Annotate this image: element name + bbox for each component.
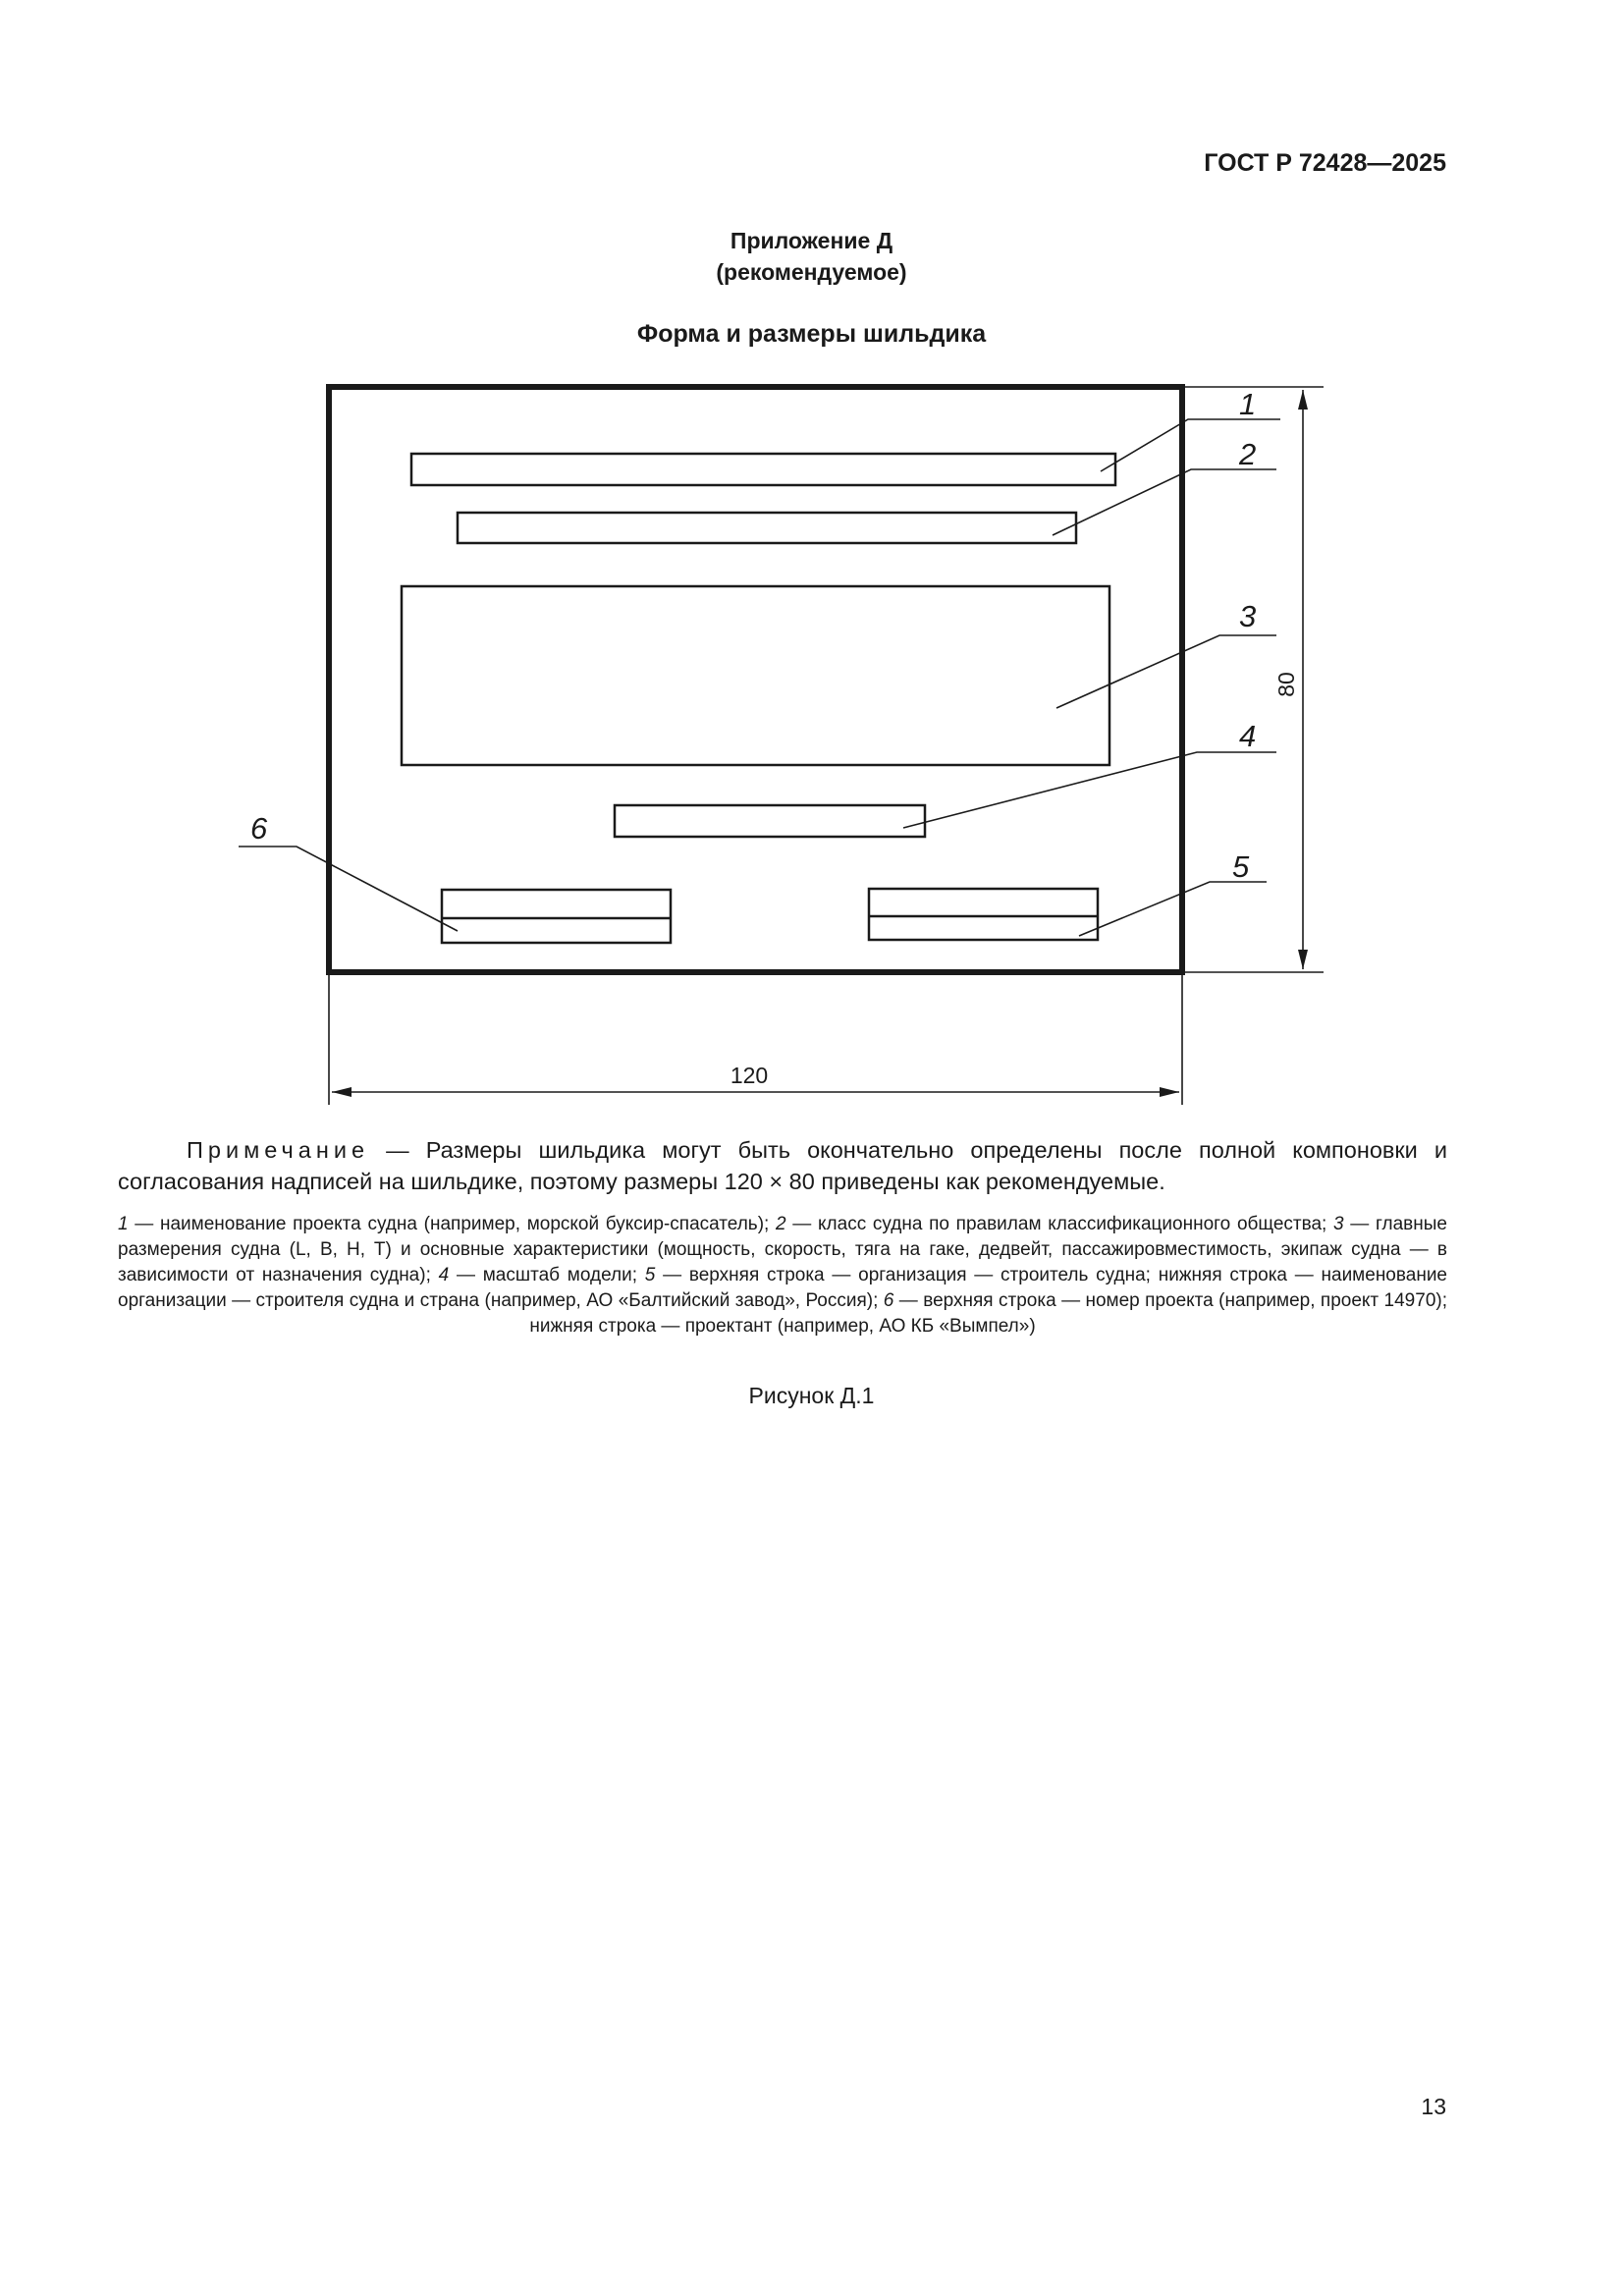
callout-3: 3 bbox=[1239, 599, 1257, 633]
figure-note bbox=[118, 1134, 1447, 1197]
field-5-builder bbox=[869, 889, 1098, 940]
leader-4 bbox=[903, 752, 1276, 828]
legend-text-2: — класс судна по правилам классификационного общества; bbox=[785, 1214, 1334, 1234]
leader-3 bbox=[1056, 635, 1276, 708]
legend-num-2: 2 bbox=[776, 1214, 786, 1234]
legend-num-1: 1 bbox=[118, 1214, 129, 1234]
legend-num-6: 6 bbox=[883, 1290, 894, 1311]
legend-text-1: — наименование проекта судна (например, морской буксир-спасатель); bbox=[128, 1214, 777, 1234]
note-text: — Размеры шильдика могут быть окончательно определены после полной компоновки и согласования надписей на шильдике, поэтому размеры 120 × 80 приведены как рекомендуемые. bbox=[118, 1137, 1447, 1194]
figure-legend bbox=[118, 1212, 1447, 1339]
legend-text-6: — верхняя строка — номер проекта (например, проект 14970); нижняя строка — проектант (например, АО КБ «Вымпел») bbox=[529, 1290, 1447, 1337]
document-standard-number: ГОСТ Р 72428—2025 bbox=[1204, 149, 1446, 177]
dimension-height: 80 bbox=[1273, 672, 1299, 697]
callout-5: 5 bbox=[1232, 849, 1250, 884]
callout-2: 2 bbox=[1239, 437, 1257, 471]
field-4-model-scale bbox=[615, 805, 925, 837]
legend-num-4: 4 bbox=[438, 1265, 450, 1285]
annex-title: Приложение Д bbox=[730, 228, 893, 253]
field-1-project-name bbox=[411, 454, 1115, 485]
legend-text-5: — верхняя строка — организация — строитель судна; нижняя строка — наименование организации — строителя судна и страна (например, АО «Балтийский завод», Россия); bbox=[118, 1265, 1447, 1311]
note-label: Примечание bbox=[187, 1137, 370, 1163]
nameplate-outline bbox=[329, 387, 1182, 972]
field-6-project-designer bbox=[442, 890, 671, 943]
legend-num-3: 3 bbox=[1333, 1214, 1344, 1234]
leader-5 bbox=[1079, 882, 1267, 936]
legend-text-3: — главные размерения судна (L, B, H, T) и основные характеристики (мощность, скорость, тяга на гаке, дедвейт, пассажировместимость, экипаж судна — в зависимости от назначения судна); bbox=[118, 1214, 1447, 1285]
field-2-ship-class bbox=[458, 513, 1076, 543]
annex-heading: Форма и размеры шильдика bbox=[636, 320, 987, 348]
annex-status: (рекомендуемое) bbox=[716, 259, 907, 285]
nameplate-drawing bbox=[0, 0, 1623, 1120]
field-3-dimensions bbox=[402, 586, 1109, 765]
callout-6: 6 bbox=[250, 811, 268, 846]
dimension-width: 120 bbox=[730, 1063, 769, 1088]
figure-caption: Рисунок Д.1 bbox=[748, 1383, 875, 1408]
leader-6 bbox=[239, 847, 458, 931]
leader-2 bbox=[1053, 469, 1276, 535]
legend-text-4: — масштаб модели; bbox=[449, 1265, 645, 1285]
callout-1: 1 bbox=[1239, 387, 1257, 421]
callout-4: 4 bbox=[1239, 719, 1257, 753]
legend-num-5: 5 bbox=[644, 1265, 656, 1285]
page-number: 13 bbox=[1421, 2094, 1446, 2119]
